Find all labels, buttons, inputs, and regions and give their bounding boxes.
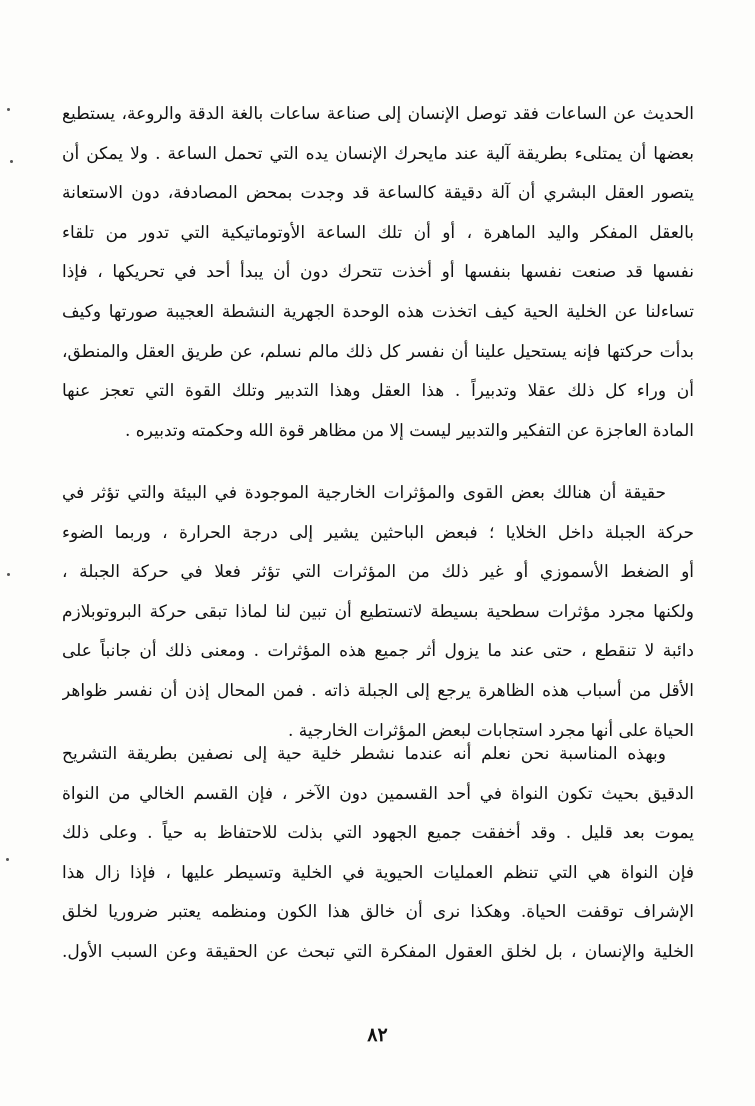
text-line: بدأت حركتها فإنه يستحيل علينا أن نفسر كل ذلك مالم نسلم، عن طريق العقل والمنطق، bbox=[62, 341, 694, 362]
text-line: الحياة على أنها مجرد استجابات لبعض المؤثرات الخارجية . bbox=[287, 720, 694, 741]
text-line: حركة الجبلة داخل الخلايا ؛ فبعض الباحثين يشير إلى درجة الحرارة ، وربما الضوء bbox=[62, 522, 694, 543]
text-line: فإن النواة هي التي تنظم العمليات الحيوية في الخلية وتسيطر عليها ، فإذا زال هذا bbox=[62, 862, 694, 883]
text-line: تساءلنا عن الخلية الحية كيف اتخذت هذه الوحدة الجهرية النشطة العجيبة صورتها وكيف bbox=[62, 301, 694, 322]
scan-speck bbox=[10, 160, 13, 163]
scan-speck bbox=[7, 573, 10, 576]
text-line: الحديث عن الساعات فقد توصل الإنسان إلى صناعة ساعات بالغة الدقة والروعة، يستطيع bbox=[62, 104, 694, 124]
text-line: بالعقل المفكر واليد الماهرة ، أو أن تلك الساعة الأوتوماتيكية التي تدور من تلقاء bbox=[62, 222, 694, 243]
text-line: يموت بعد قليل . وقد أخفقت جميع الجهود التي بذلت للاحتفاظ به حياً . وعلى ذلك bbox=[62, 823, 694, 844]
paragraph-3 bbox=[62, 735, 694, 973]
text-line: الإشراف توقفت الحياة. وهكذا نرى أن خالق هذا الكون ومنظمه يعتبر ضروريا لخلق bbox=[62, 902, 694, 923]
paragraph-1 bbox=[62, 95, 694, 451]
text-line: الدقيق بحيث تكون النواة في أحد القسمين دون الآخر ، فإن القسم الخالي من النواة bbox=[62, 783, 694, 804]
text-line: دائبة لا تنقطع ، حتى عند ما يزول أثر جميع هذه المؤثرات . ومعنى ذلك أن جانباً على bbox=[62, 641, 694, 662]
scan-speck bbox=[6, 858, 9, 861]
text-line: الخلية والإنسان ، بل لخلق العقول المفكرة التي تبحث عن الحقيقة وعن السبب الأول. bbox=[62, 941, 694, 962]
text-line: الأقل من أسباب هذه الظاهرة يرجع إلى الجبلة ذاته . فمن المحال إذن أن نفسر ظواهر bbox=[62, 680, 694, 701]
text-line: يتصور العقل البشري أن آلة دقيقة كالساعة قد وجدت بمحض المصادفة، دون الاستعانة bbox=[62, 183, 694, 204]
text-line: ولكنها مجرد مؤثرات سطحية بسيطة لاتستطيع أن تبين لنا لماذا تبقى حركة البروتوبلازم bbox=[62, 601, 694, 622]
text-line: المادة العاجزة عن التفكير والتدبير ليست إلا من مظاهر قوة الله وحكمته وتدبيره . bbox=[124, 420, 694, 441]
text-line: وبهذه المناسبة نحن نعلم أنه عندما نشطر خلية حية إلى نصفين بطريقة التشريح bbox=[62, 744, 666, 764]
text-line: أن وراء كل ذلك عقلا وتدبيراً . هذا العقل وهذا التدبير وتلك القوة التي تعجز عنها bbox=[62, 381, 694, 402]
text-line: نفسها قد صنعت نفسها بنفسها أو أخذت تتحرك دون أن يبدأ أحد في تحريكها ، فإذا bbox=[62, 262, 694, 283]
page-number: ٨٢ bbox=[367, 1024, 388, 1046]
text-line: أو الضغط الأسموزي أو غير ذلك من المؤثرات التي تؤثر فعلا في حركة الجبلة ، bbox=[62, 562, 694, 583]
text-line: بعضها أن يمتلىء بطريقة آلية عند مايحرك الإنسان يده التي تحمل الساعة . ولا يمكن أن bbox=[62, 143, 694, 164]
scan-speck bbox=[7, 108, 10, 111]
paragraph-2 bbox=[62, 474, 694, 751]
text-line: حقيقة أن هنالك بعض القوى والمؤثرات الخارجية الموجودة في البيئة والتي تؤثر في bbox=[62, 483, 666, 503]
